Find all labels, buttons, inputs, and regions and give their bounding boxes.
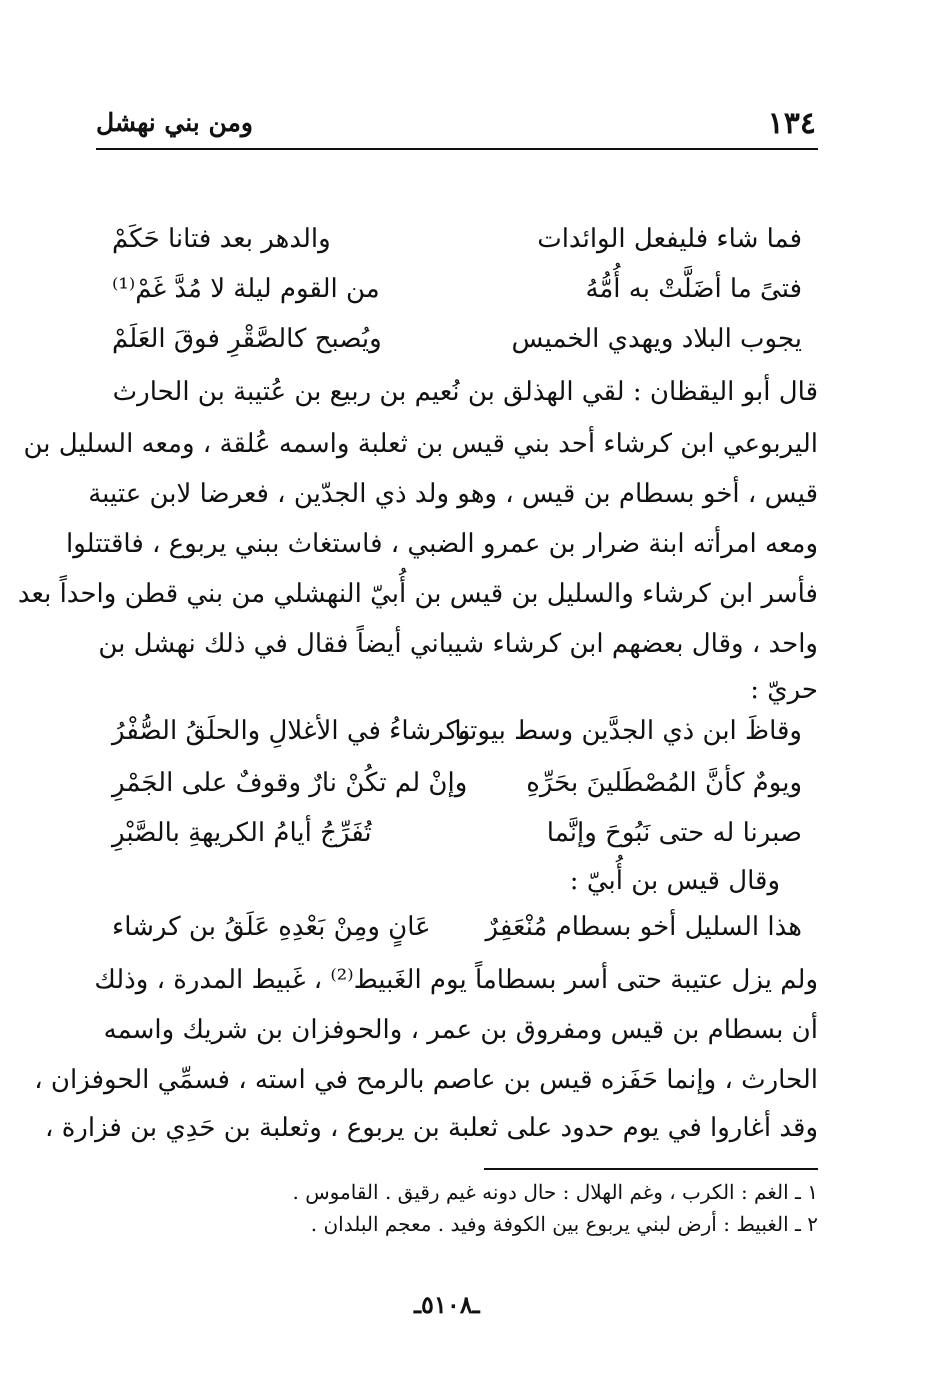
verse-second-hemistich: ويُصبح كالصَّقْرِ فوقَ العَلَمْ: [112, 324, 382, 354]
verse-first-hemistich: ويومٌ كأنَّ المُصْطَلينَ بحَرِّهِ: [526, 768, 802, 798]
verse-intro: وقال قيس بن أُبيّ :: [569, 866, 780, 896]
header-rule: [96, 148, 818, 150]
prose-line: فأسر ابن كرشاء والسليل بن قيس بن أُبيّ النهشلي من بني قطن واحداً بعد: [17, 579, 818, 609]
footnote-rule: [484, 1168, 818, 1170]
prose-line: الحارث ، وإنما حَفَزه قيس بن عاصم بالرمح في استه ، فسمِّي الحوفزان ،: [34, 1065, 818, 1095]
verse-line: [112, 906, 802, 956]
prose-line: حريّ :: [750, 675, 818, 705]
verse-second-hemistich: وكرشاءُ في الأغلالِ والحلَقُ الصُّفْرُ: [112, 716, 471, 746]
verse-second-hemistich: عَانٍ ومِنْ بَعْدِهِ عَلَقُ بن كرشاء: [112, 912, 431, 942]
verse-line: [112, 710, 802, 760]
footnote: ١ ـ الغم : الكرب ، وغم الهلال : حال دونه غيم رقيق . القاموس .: [292, 1180, 818, 1204]
prose-line: أن بسطام بن قيس ومفروق بن عمر ، والحوفزان بن شريك واسمه: [103, 1015, 818, 1045]
verse-second-hemistich: تُفَرِّجُ أيامُ الكريهةِ بالصَّبْرِ: [112, 818, 372, 848]
verse-line: [112, 268, 802, 318]
prose-line: قال أبو اليقظان : لقي الهذلق بن نُعيم بن ربيع بن عُتيبة بن الحارث: [112, 377, 818, 407]
verse-line: [112, 318, 802, 368]
verse-second-hemistich: من القوم ليلة لا مُدَّ غَمْ⁽¹⁾: [112, 274, 380, 304]
verse-line: [112, 218, 802, 268]
verse-first-hemistich: فما شاء فليفعل الوائدات: [537, 224, 802, 254]
verse-first-hemistich: فتىً ما أضَلَّتْ به أُمُّهُ: [585, 274, 802, 304]
prose-line: وقد أغاروا في يوم حدود على ثعلبة بن يربوع ، وثعلبة بن حَدِي بن فزارة ،: [45, 1113, 818, 1143]
prose-line: اليربوعي ابن كرشاء أحد بني قيس بن ثعلبة واسمه عُلقة ، ومعه السليل بن: [23, 429, 818, 459]
prose-line: واحد ، وقال بعضهم ابن كرشاء شيباني أيضاً فقال في ذلك نهشل بن: [98, 629, 818, 659]
verse-line: [112, 812, 802, 862]
verse-second-hemistich: والدهر بعد فتانا حَكَمْ: [112, 224, 331, 254]
prose-line: ومعه امرأته ابنة ضرار بن عمرو الضبي ، فاستغاث ببني يربوع ، فاقتتلوا: [66, 529, 818, 559]
page-number: ١٣٤: [767, 106, 816, 141]
folio-number: ـ٥١٠٨ـ: [414, 1290, 480, 1319]
footnote: ٢ ـ الغبيط : أرض لبني يربوع بين الكوفة وفيد . معجم البلدان .: [310, 1212, 818, 1236]
verse-first-hemistich: يجوب البلاد ويهدي الخميس: [511, 324, 802, 354]
running-title: ومن بني نهشل: [96, 108, 253, 137]
verse-first-hemistich: هذا السليل أخو بسطام مُنْعَفِرٌ: [485, 912, 802, 942]
page-header: [96, 104, 816, 146]
prose-line: ولم يزل عتيبة حتى أسر بسطاماً يوم الغَبيط⁽²⁾ ، غَبيط المدرة ، وذلك: [94, 965, 818, 995]
prose-line: قيس ، أخو بسطام بن قيس ، وهو ولد ذي الجدّين ، فعرضا لابن عتيبة: [88, 479, 818, 509]
verse-line: [112, 762, 802, 812]
verse-second-hemistich: وإنْ لم تكُنْ نارٌ وقوفٌ على الجَمْرِ: [112, 768, 468, 798]
verse-first-hemistich: وقاظَ ابن ذي الجدَّين وسط بيوتنا: [454, 716, 802, 746]
verse-first-hemistich: صبرنا له حتى نَبُوحَ وإنَّما: [546, 818, 802, 848]
